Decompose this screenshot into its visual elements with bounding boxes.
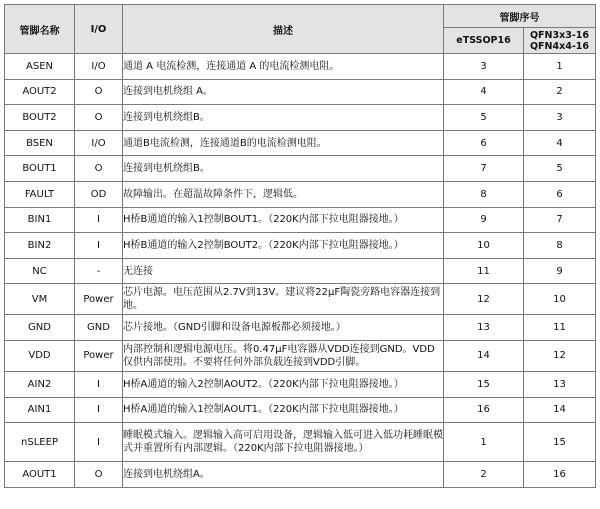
table-row bbox=[5, 54, 596, 80]
pin-description: 芯片接地。（GND引脚和设备电源板都必须接地。） bbox=[123, 315, 444, 341]
pin-description: H桥B通道的输入2控制BOUT2。（220K内部下拉电阻器接地。） bbox=[123, 233, 444, 259]
pin-name: VDD bbox=[5, 340, 75, 371]
pin-number-etssop16: 1 bbox=[444, 423, 524, 462]
table-row bbox=[5, 423, 596, 462]
pin-number-qfn: 3 bbox=[524, 105, 596, 131]
header-pin-number: 管脚序号 bbox=[444, 5, 596, 28]
pin-description: 连接到电机绕组B。 bbox=[123, 105, 444, 131]
pin-number-etssop16: 2 bbox=[444, 462, 524, 488]
pin-number-qfn: 9 bbox=[524, 258, 596, 284]
pin-name: NC bbox=[5, 258, 75, 284]
pin-number-qfn: 5 bbox=[524, 156, 596, 182]
pin-number-qfn: 13 bbox=[524, 371, 596, 397]
pin-number-qfn: 1 bbox=[524, 54, 596, 80]
pin-io: O bbox=[75, 105, 123, 131]
pin-description: H桥A通道的输入2控制AOUT2。（220K内部下拉电阻器接地。） bbox=[123, 371, 444, 397]
pin-description: 芯片电源。电压范围从2.7V到13V。建议将22μF陶瓷旁路电容器连接到地。 bbox=[123, 284, 444, 315]
pin-number-etssop16: 4 bbox=[444, 79, 524, 105]
pin-number-qfn: 15 bbox=[524, 423, 596, 462]
table-row bbox=[5, 315, 596, 341]
pin-io: - bbox=[75, 258, 123, 284]
table-row bbox=[5, 258, 596, 284]
pin-number-qfn: 7 bbox=[524, 207, 596, 233]
pin-name: AOUT2 bbox=[5, 79, 75, 105]
pin-io: GND bbox=[75, 315, 123, 341]
pin-description: 睡眠模式输入。逻辑输入高可启用设备，逻辑输入低可进入低功耗睡眠模式并重置所有内部逻辑。（220K内部下拉电阻器接地。） bbox=[123, 423, 444, 462]
pin-description: 通道 A 电流检测，连接通道 A 的电流检测电阻。 bbox=[123, 54, 444, 80]
pin-number-qfn: 10 bbox=[524, 284, 596, 315]
pin-number-qfn: 8 bbox=[524, 233, 596, 259]
pin-io: I bbox=[75, 397, 123, 423]
pin-name: AIN2 bbox=[5, 371, 75, 397]
table-row bbox=[5, 340, 596, 371]
pin-name: BOUT2 bbox=[5, 105, 75, 131]
table-row bbox=[5, 371, 596, 397]
pin-description: 故障输出。在超温故障条件下，逻辑低。 bbox=[123, 181, 444, 207]
pin-io: O bbox=[75, 156, 123, 182]
table-row bbox=[5, 284, 596, 315]
pin-name: BSEN bbox=[5, 130, 75, 156]
pin-name: GND bbox=[5, 315, 75, 341]
pin-io: OD bbox=[75, 181, 123, 207]
pin-name: VM bbox=[5, 284, 75, 315]
pin-io: Power bbox=[75, 284, 123, 315]
pin-number-etssop16: 6 bbox=[444, 130, 524, 156]
pin-number-qfn: 2 bbox=[524, 79, 596, 105]
pin-description: 连接到电机绕组 A。 bbox=[123, 79, 444, 105]
pin-number-etssop16: 13 bbox=[444, 315, 524, 341]
pin-number-qfn: 14 bbox=[524, 397, 596, 423]
table-row bbox=[5, 397, 596, 423]
pin-number-etssop16: 16 bbox=[444, 397, 524, 423]
pin-description: H桥B通道的输入1控制BOUT1。（220K内部下拉电阻器接地。） bbox=[123, 207, 444, 233]
pin-number-etssop16: 15 bbox=[444, 371, 524, 397]
pin-number-qfn: 16 bbox=[524, 462, 596, 488]
pin-io: I/O bbox=[75, 130, 123, 156]
header-package-qfn bbox=[524, 28, 596, 54]
pin-number-etssop16: 9 bbox=[444, 207, 524, 233]
pin-description: H桥A通道的输入1控制AOUT1。（220K内部下拉电阻器接地。） bbox=[123, 397, 444, 423]
pin-io: O bbox=[75, 79, 123, 105]
pin-description: 连接到电机绕组A。 bbox=[123, 462, 444, 488]
pin-number-qfn: 6 bbox=[524, 181, 596, 207]
header-package-etssop16: eTSSOP16 bbox=[444, 28, 524, 54]
pin-name: FAULT bbox=[5, 181, 75, 207]
table-row bbox=[5, 156, 596, 182]
pin-io: I bbox=[75, 371, 123, 397]
pin-number-etssop16: 8 bbox=[444, 181, 524, 207]
table-row bbox=[5, 462, 596, 488]
pin-number-etssop16: 12 bbox=[444, 284, 524, 315]
pin-io: I bbox=[75, 423, 123, 462]
pin-number-etssop16: 3 bbox=[444, 54, 524, 80]
pin-number-etssop16: 5 bbox=[444, 105, 524, 131]
pin-name: BOUT1 bbox=[5, 156, 75, 182]
pin-io: I bbox=[75, 207, 123, 233]
table-row bbox=[5, 207, 596, 233]
pin-description: 内部控制和逻辑电源电压。将0.47μF电容器从VDD连接到GND。VDD仅供内部使用。不要将任何外部负载连接到VDD引脚。 bbox=[123, 340, 444, 371]
table-row bbox=[5, 233, 596, 259]
pin-name: nSLEEP bbox=[5, 423, 75, 462]
header-pin-name: 管脚名称 bbox=[5, 5, 75, 54]
pin-number-etssop16: 14 bbox=[444, 340, 524, 371]
pin-name: BIN2 bbox=[5, 233, 75, 259]
header-package-qfn3x3: QFN3x3-16 bbox=[529, 29, 590, 41]
pin-number-etssop16: 11 bbox=[444, 258, 524, 284]
pin-number-qfn: 11 bbox=[524, 315, 596, 341]
table-row bbox=[5, 130, 596, 156]
pin-io: I bbox=[75, 233, 123, 259]
pin-io: Power bbox=[75, 340, 123, 371]
pin-name: AIN1 bbox=[5, 397, 75, 423]
pin-description: 无连接 bbox=[123, 258, 444, 284]
table-row bbox=[5, 181, 596, 207]
pin-number-qfn: 4 bbox=[524, 130, 596, 156]
table-row bbox=[5, 79, 596, 105]
pin-number-etssop16: 7 bbox=[444, 156, 524, 182]
pin-name: ASEN bbox=[5, 54, 75, 80]
pin-number-qfn: 12 bbox=[524, 340, 596, 371]
header-description: 描述 bbox=[123, 5, 444, 54]
header-io: I/O bbox=[75, 5, 123, 54]
pin-io: O bbox=[75, 462, 123, 488]
table-row bbox=[5, 105, 596, 131]
pin-description: 连接到电机绕组B。 bbox=[123, 156, 444, 182]
pin-number-etssop16: 10 bbox=[444, 233, 524, 259]
pin-description: 通道B电流检测，连接通道B的电流检测电阻。 bbox=[123, 130, 444, 156]
pin-description-table bbox=[4, 4, 596, 488]
pin-name: BIN1 bbox=[5, 207, 75, 233]
header-package-qfn4x4: QFN4x4-16 bbox=[529, 40, 590, 52]
pin-name: AOUT1 bbox=[5, 462, 75, 488]
pin-io: I/O bbox=[75, 54, 123, 80]
table-header-row bbox=[5, 5, 596, 28]
